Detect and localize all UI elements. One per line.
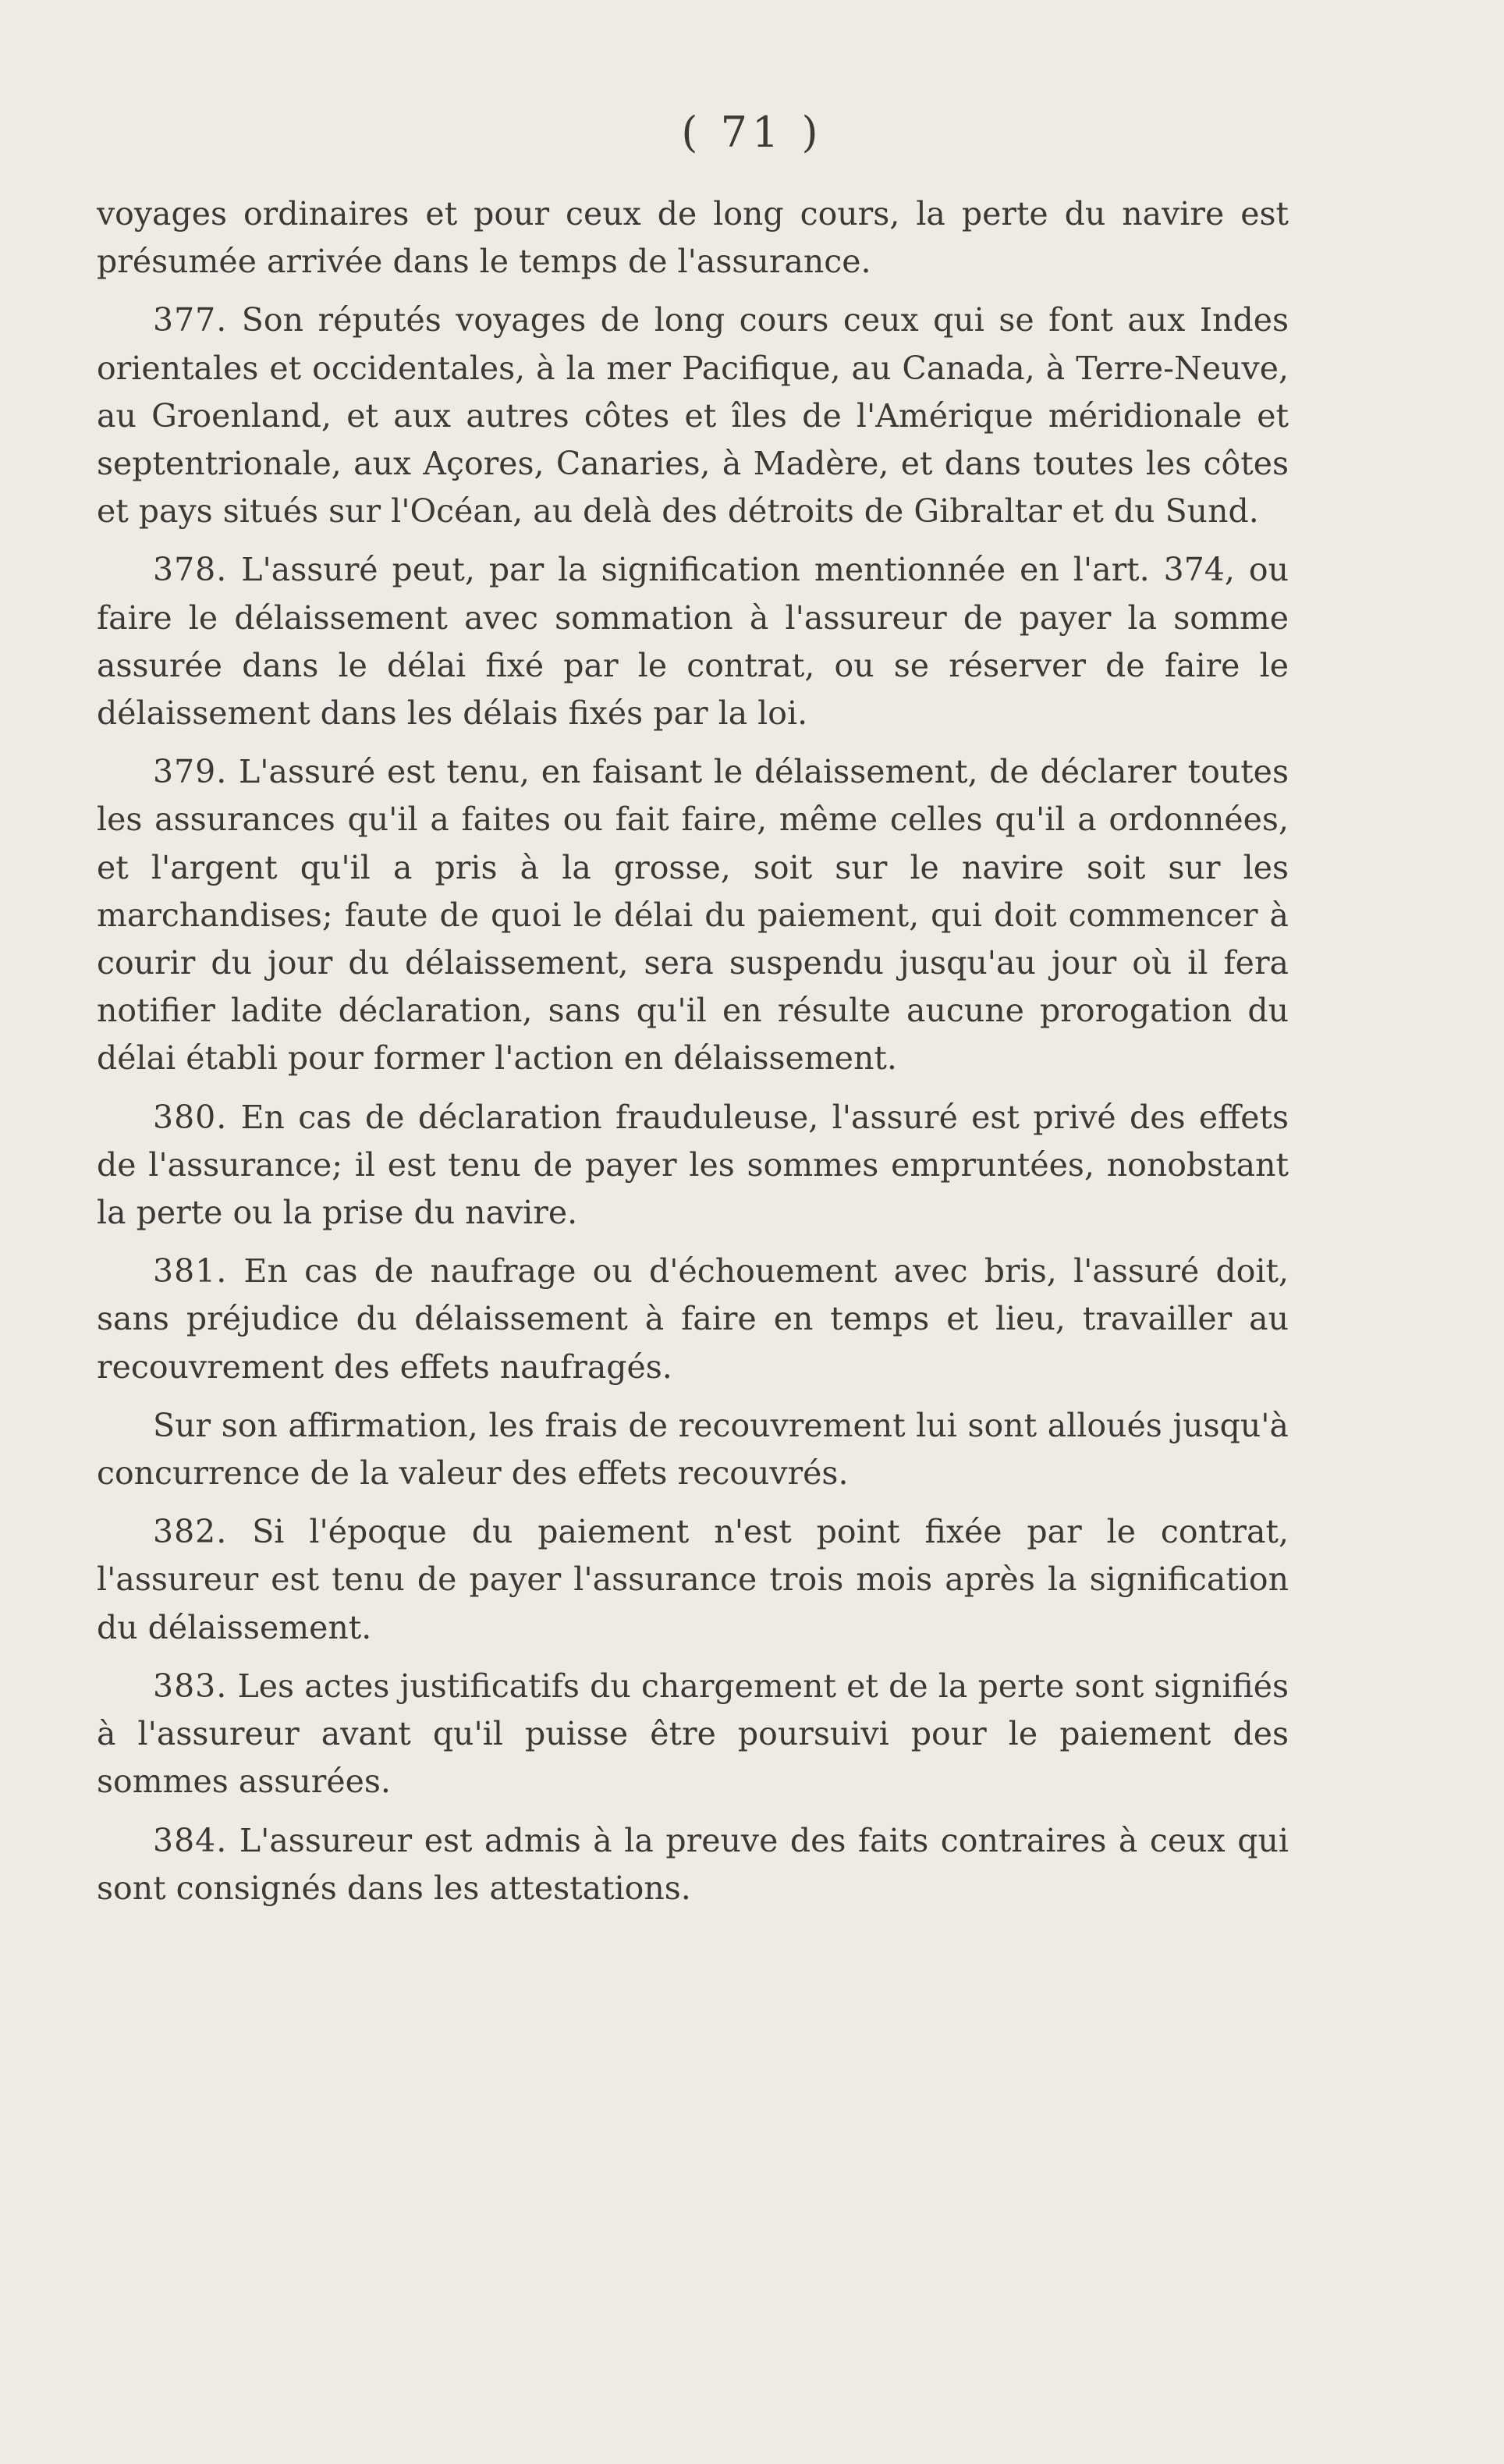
- article-380: [97, 1094, 1289, 1237]
- article-382: [97, 1508, 1289, 1652]
- article-text: L'assuré est tenu, en faisant le délaissement, de déclarer toutes les assurances qu'il a faites ou fait faire, même celles qu'il a ordonnées, et l'argent qu'il a pris à la grosse, soit sur le navire soit sur les marchandises; faute de quoi le délai du paiement, qui doit commencer à courir du jour du délaissement, sera suspendu jusqu'au jour où il fera notifier ladite déclaration, sans qu'il en résulte aucune prorogation du délai établi pour former l'action en délaissement.: [97, 753, 1289, 1078]
- article-number: 384.: [153, 1821, 228, 1859]
- article-number: 383.: [153, 1667, 228, 1705]
- article-text: Les actes justificatifs du chargement et de la perte sont signifiés à l'assureur avant qu'il puisse être poursuivi pour le paiement des sommes assurées.: [97, 1667, 1289, 1801]
- article-number: 380.: [153, 1098, 228, 1136]
- article-383: [97, 1663, 1289, 1806]
- article-text: L'assureur est admis à la preuve des faits contraires à ceux qui sont consignés dans les attestations.: [97, 1821, 1289, 1907]
- paragraph-continuation: [97, 190, 1289, 286]
- article-378: [97, 546, 1289, 737]
- article-number: 377.: [153, 301, 228, 339]
- page-number: ( 71 ): [681, 108, 823, 157]
- body-text: [97, 190, 1289, 1923]
- article-text: En cas de déclaration frauduleuse, l'assuré est privé des effets de l'assurance; il est tenu de payer les sommes empruntées, nonobstant la perte ou la prise du navire.: [97, 1098, 1289, 1232]
- article-379: [97, 748, 1289, 1082]
- article-384: [97, 1817, 1289, 1912]
- article-381-second-paragraph: [97, 1402, 1289, 1497]
- article-text: Son réputés voyages de long cours ceux qui se font aux Indes orientales et occidentales, à la mer Pacifique, au Canada, à Terre-Neuve, au Groenland, et aux autres côtes et îles de l'Amérique méridionale et septentrionale, aux Açores, Canaries, à Madère, et dans toutes les côtes et pays situés sur l'Océan, au delà des détroits de Gibraltar et du Sund.: [97, 301, 1289, 531]
- article-text: L'assuré peut, par la signification mentionnée en l'art. 374, ou faire le délaissement avec sommation à l'assureur de payer la somme assurée dans le délai fixé par le contrat, ou se réserver de faire le délaissement dans les délais fixés par la loi.: [97, 551, 1289, 733]
- article-377: [97, 296, 1289, 535]
- article-number: 379.: [153, 753, 228, 791]
- article-text: En cas de naufrage ou d'échouement avec bris, l'assuré doit, sans préjudice du délaissement à faire en temps et lieu, travailler au recouvrement des effets naufragés.: [97, 1252, 1289, 1386]
- paragraph-text: voyages ordinaires et pour ceux de long cours, la perte du navire est présumée arrivée dans le temps de l'assurance.: [97, 195, 1289, 281]
- article-number: 381.: [153, 1252, 228, 1291]
- article-number: 378.: [153, 551, 228, 589]
- paragraph-text: Sur son affirmation, les frais de recouvrement lui sont alloués jusqu'à concurrence de la valeur des effets recouvrés.: [97, 1406, 1289, 1493]
- article-number: 382.: [153, 1513, 228, 1551]
- article-text: Si l'époque du paiement n'est point fixée par le contrat, l'assureur est tenu de payer l'assurance trois mois après la signification du délaissement.: [97, 1513, 1289, 1646]
- article-381: [97, 1248, 1289, 1391]
